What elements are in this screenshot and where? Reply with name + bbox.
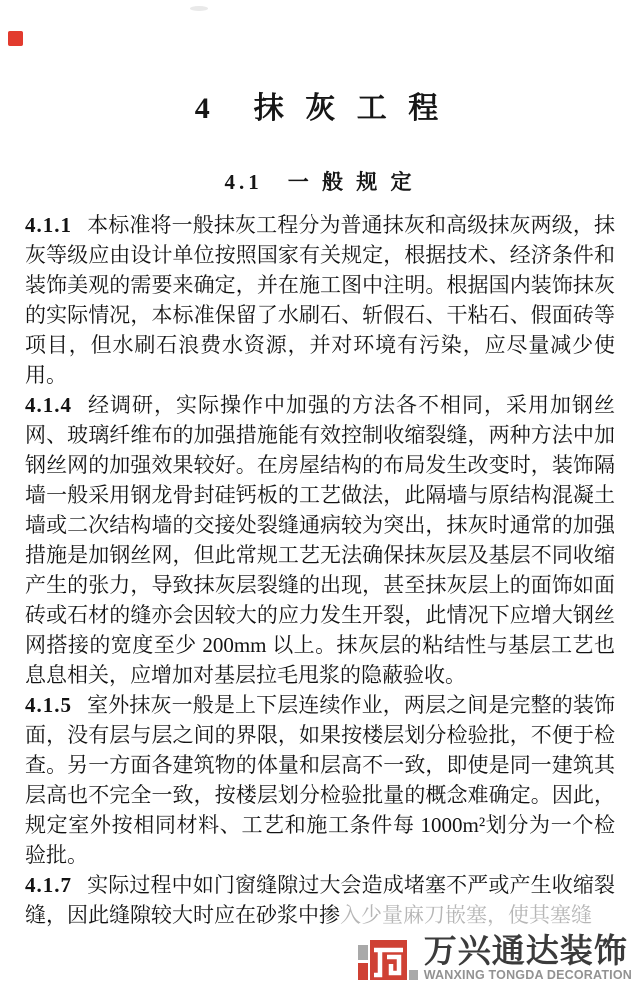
clause-text: 本标准将一般抹灰工程分为普通抹灰和高级抹灰两级，抹灰等级应由设计单位按照国家有关规定，根据技术、经济条件和装饰美观的需要来确定，并在施工图中注明。根据国内装饰抹灰的实际情况，本标准保留了水刷石、斩假石、干粘石、假面砖等项目，但水刷石浪费水资源，并对环境有污染，应尽量减少使用。	[25, 213, 615, 387]
wanxing-logo-icon	[358, 940, 418, 982]
clause-text: 室外抹灰一般是上下层连续作业，两层之间是完整的装饰面，没有层与层之间的界限，如果按楼层划分检验批，不便于检查。另一方面各建筑物的体量和层高不一致，即使是同一建筑其层高也不完全一致，按楼层划分检验批量的概念难确定。因此，规定室外按相同材料、工艺和施工条件每 1000m²划分为一个检验批。	[25, 693, 615, 867]
paragraph-4-1-4	[25, 390, 615, 690]
clause-number: 4.1.4	[25, 393, 72, 417]
section-title: 4.1 一 般 规 定	[224, 170, 416, 194]
watermark-name-cn: 万兴通达装饰	[423, 932, 628, 969]
watermark-text	[424, 934, 632, 982]
watermark-logo	[354, 932, 634, 984]
watermark-name-en: WANXING TONGDA DECORATION	[423, 968, 632, 982]
clause-text: 经调研，实际操作中加强的方法各不相同，采用加钢丝网、玻璃纤维布的加强措施能有效控制收缩裂缝，两种方法中加钢丝网的加强效果较好。在房屋结构的布局发生改变时，装饰隔墙一般采用钢龙骨封硅钙板的工艺做法，此隔墙与原结构混凝土墙或二次结构墙的交接处裂缝通病较为突出，抹灰时通常的加强措施是加钢丝网，但此常规工艺无法确保抹灰层及基层不同收缩产生的张力，导致抹灰层裂缝的出现，甚至抹灰层上的面饰如面砖或石材的缝亦会因较大的应力发生开裂，此情况下应增大钢丝网搭接的宽度至少 200mm 以上。抹灰层的粘结性与基层工艺也息息相关，应增加对基层拉毛甩浆的隐蔽验收。	[25, 393, 615, 687]
red-square-icon	[8, 31, 23, 46]
clause-text-faded: 入少量麻刀嵌塞，使其塞缝	[340, 903, 592, 927]
paragraph-4-1-7	[25, 870, 615, 930]
paragraph-4-1-5	[25, 690, 615, 870]
clause-number: 4.1.1	[25, 213, 72, 237]
clause-number: 4.1.7	[25, 873, 72, 897]
scan-smudge	[190, 6, 208, 11]
chapter-title: 4 抹 灰 工 程	[194, 92, 446, 125]
paragraph-4-1-1	[25, 210, 615, 390]
clause-text: 实际过程中如门窗缝隙过大会造成堵塞不严或产生收缩裂缝，因此缝隙较大时应在砂浆中掺	[25, 873, 615, 927]
clause-number: 4.1.5	[25, 693, 72, 717]
body-text	[0, 210, 640, 930]
